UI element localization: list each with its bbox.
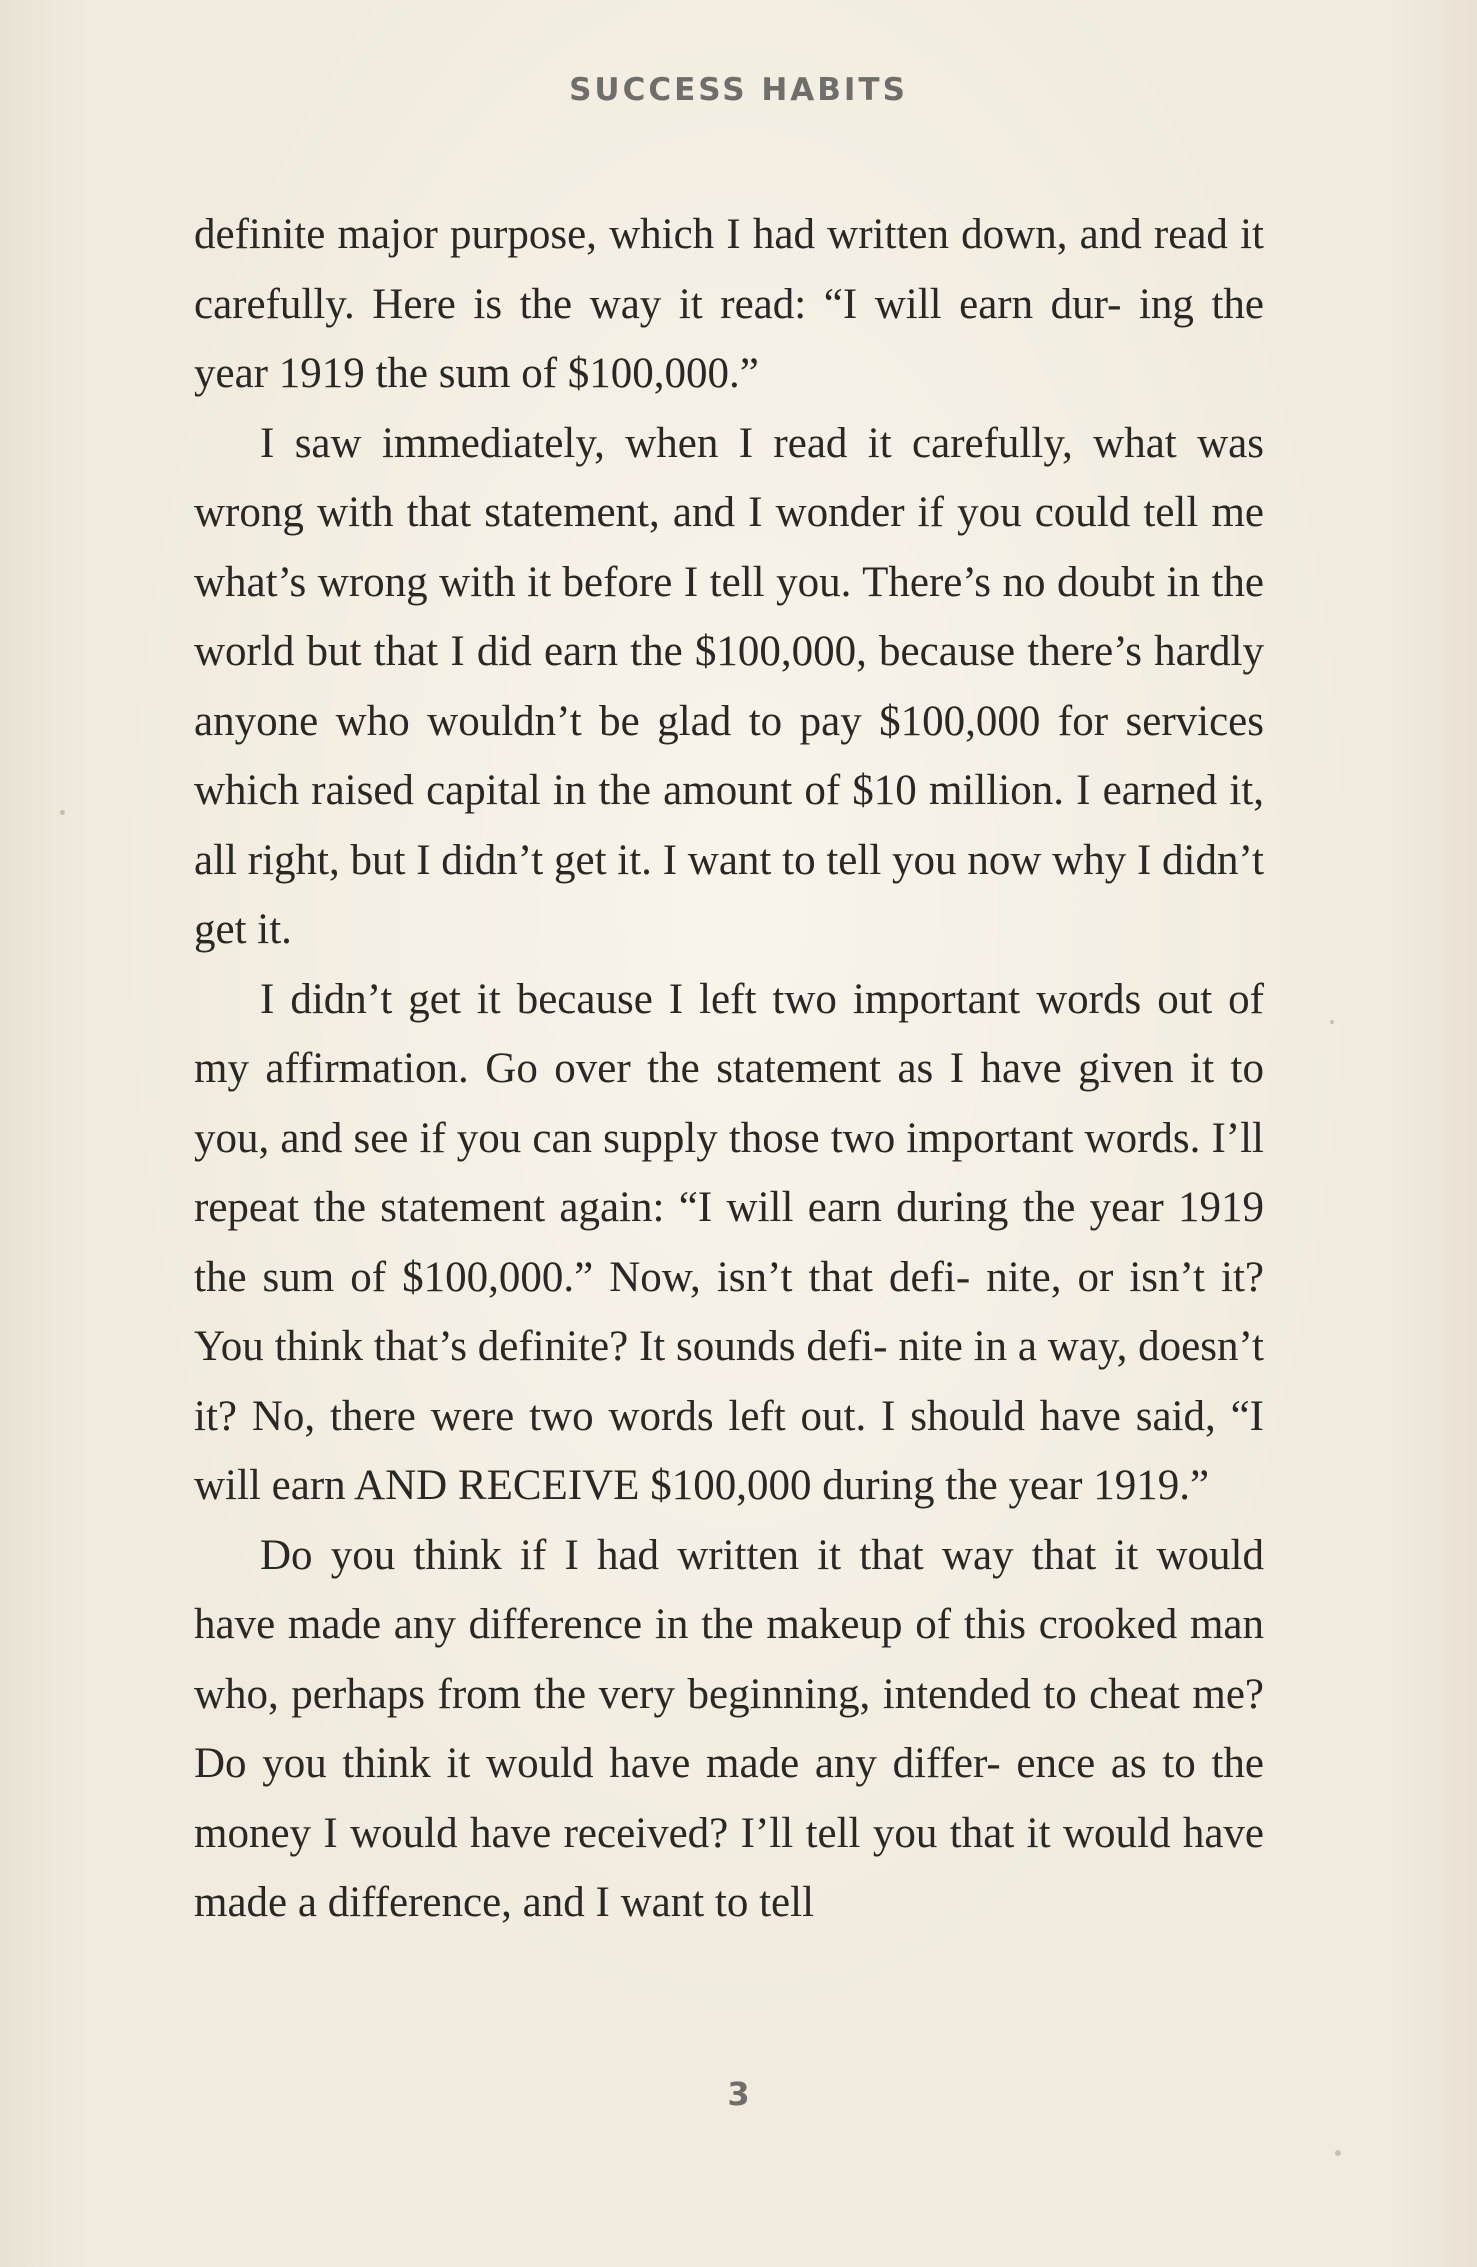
paragraph-4: Do you think if I had written it that way that it would have made any difference in the makeup of this crooked man who, perhaps from the very beginning, intended to cheat me? Do you think it would have made any differ- ence as to the money I would have received? I’ll tell you that it would have made a difference, and I want to tell: [194, 1531, 1264, 1926]
page-number: 3: [727, 2075, 750, 2113]
paragraph-2: I saw immediately, when I read it carefully, what was wrong with that statement, and I wonder if you could tell me what’s wrong with it before I tell you. There’s no doubt in the world but that I did earn the $100,000, because there’s hardly anyone who wouldn’t be glad to pay $100,000 for services which raised capital in the amount of $10 million. I earned it, all right, but I didn’t get it. I want to tell you now why I didn’t get it.: [194, 419, 1264, 953]
paragraph-1: definite major purpose, which I had written down, and read it carefully. Here is the way it read: “I will earn dur- ing the year 1919 the sum of $100,000.”: [194, 211, 1264, 397]
body-text: [194, 200, 1264, 1938]
paper-speck: [1330, 1020, 1334, 1024]
paper-speck: [60, 810, 65, 815]
paragraph-3: I didn’t get it because I left two important words out of my affirmation. Go over the statement as I have given it to you, and see if you can supply those two important words. I’ll repeat the statement again: “I will earn during the year 1919 the sum of $100,000.” Now, isn’t that defi- nite, or isn’t it? You think that’s definite? It sounds defi- nite in a way, doesn’t it? No, there were two words left out. I should have said, “I will earn AND RECEIVE $100,000 during the year 1919.”: [194, 975, 1264, 1509]
paper-speck: [1335, 2150, 1341, 2156]
running-head: SUCCESS HABITS: [569, 72, 908, 108]
